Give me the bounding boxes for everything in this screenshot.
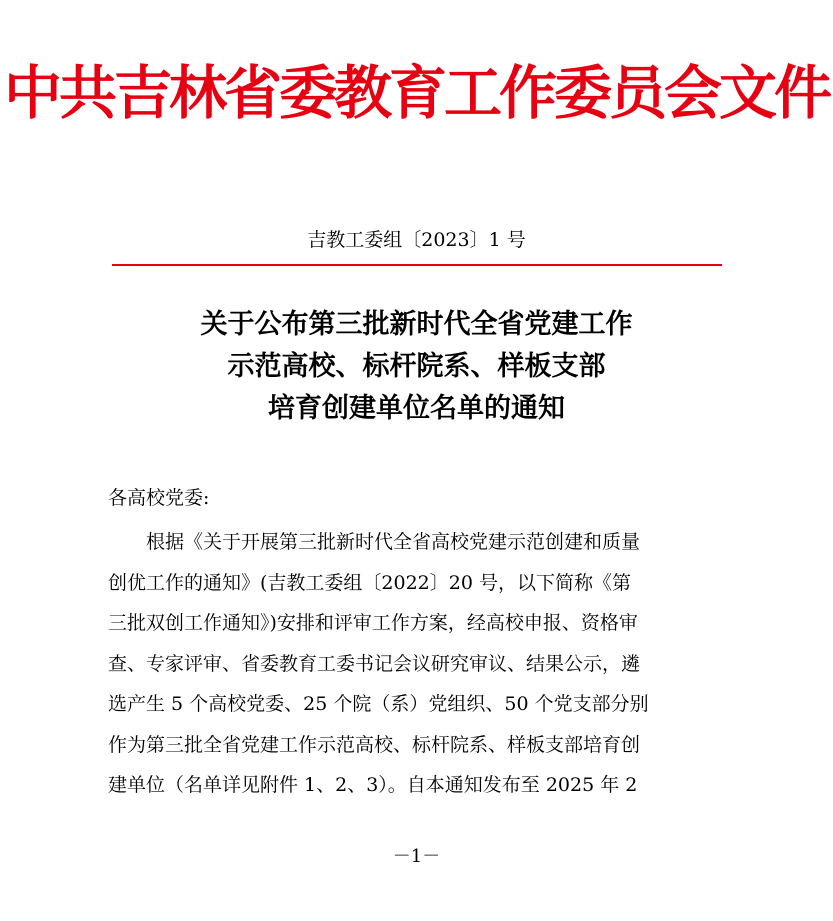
body-line: 三批双创工作通知》)安排和评审工作方案，经高校申报、资格审 [108, 612, 638, 634]
issuing-organization-header: 中共吉林省委教育工作委员会文件 [3, 59, 829, 127]
body-line: 作为第三批全省党建工作示范高校、标杆院系、样板支部培育创 [108, 733, 641, 756]
red-divider-line [112, 264, 722, 266]
title-line: 培育创建单位名单的通知 [268, 393, 565, 424]
document-title [0, 304, 833, 430]
title-line: 示范高校、标杆院系、样板支部 [227, 351, 606, 382]
body-line: 根据《关于开展第三批新时代全省高校党建示范创建和质量 [146, 531, 641, 553]
body-line: 查、专家评审、省委教育工委书记会议研究审议、结果公示，遴 [108, 652, 641, 675]
title-line: 关于公布第三批新时代全省党建工作 [200, 309, 633, 340]
salutation: 各高校党委: [108, 487, 210, 509]
body-line: 选产生 5 个高校党委、25 个院（系）党组织、50 个党支部分别 [108, 693, 649, 715]
body-line: 建单位（名单详见附件 1、2、3）。自本通知发布至 2025 年 2 [108, 774, 638, 796]
body-paragraph [108, 522, 730, 806]
page-number: －1－ [392, 846, 441, 867]
document-number: 吉教工委组〔2023〕1 号 [307, 229, 526, 251]
body-line: 创优工作的通知》(吉教工委组〔2022〕20 号，以下简称《第 [108, 571, 631, 594]
